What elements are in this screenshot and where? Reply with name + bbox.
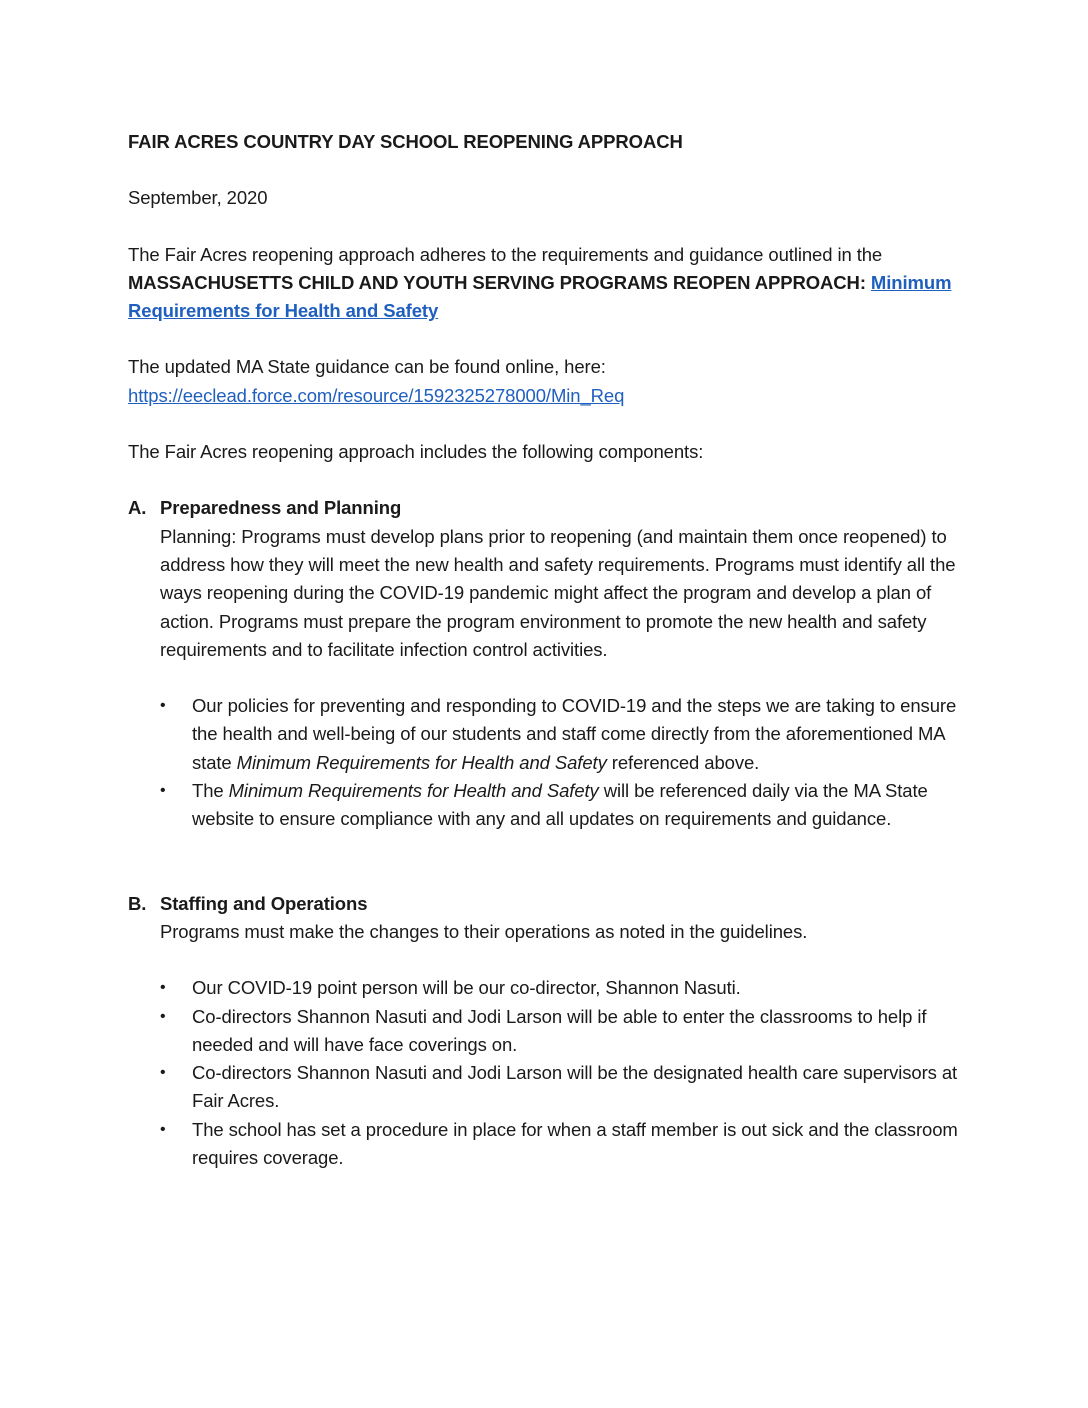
list-item xyxy=(160,1116,968,1173)
intro-bold-title: MASSACHUSETTS CHILD AND YOUTH SERVING PROGRAMS REOPEN APPROACH: xyxy=(128,271,866,293)
bullet-text: Our policies for preventing and responding to COVID-19 and the steps we are taking to ensure the health and well-being of our students and staff come directly from the aforementioned MA state xyxy=(192,695,957,773)
list-item xyxy=(160,1003,968,1060)
section-staffing xyxy=(128,890,968,1173)
components-intro: The Fair Acres reopening approach includes the following components: xyxy=(128,441,704,463)
bullet-text: Our COVID-19 point person will be our co-director, Shannon Nasuti. xyxy=(192,977,741,999)
guidance-url-link[interactable]: https://eeclead.force.com/resource/1592325278000/Min_Req xyxy=(128,384,625,406)
intro-paragraph xyxy=(128,241,968,326)
section-b-title: Staffing and Operations xyxy=(160,892,368,914)
section-preparedness xyxy=(128,494,968,833)
intro-text: The Fair Acres reopening approach adheres to the requirements and guidance outlined in the xyxy=(128,243,883,265)
bullet-emphasis: Minimum Requirements for Health and Safety xyxy=(236,751,607,773)
bullet-text: Co-directors Shannon Nasuti and Jodi Larson will be the designated health care supervisors at Fair Acres. xyxy=(192,1062,958,1112)
bullet-icon: • xyxy=(160,782,166,800)
bullet-text: referenced above. xyxy=(606,751,760,773)
section-a-letter: A. xyxy=(128,497,147,519)
section-a-bullet-list xyxy=(128,692,968,833)
bullet-icon: • xyxy=(160,1007,166,1025)
list-item xyxy=(160,974,968,1002)
bullet-text: will be referenced daily via the MA State website to ensure compliance with any and all updates on requirements and guidance. xyxy=(192,780,928,830)
document-page xyxy=(128,128,968,1172)
list-item xyxy=(160,777,968,834)
bullet-text: The school has set a procedure in place for when a staff member is out sick and the classroom requires coverage. xyxy=(192,1118,958,1169)
bullet-icon: • xyxy=(160,1120,166,1138)
section-b-bullet-list xyxy=(128,974,968,1172)
bullet-icon: • xyxy=(160,979,166,997)
document-date: September, 2020 xyxy=(128,187,268,209)
list-item xyxy=(160,1059,968,1116)
section-a-title: Preparedness and Planning xyxy=(160,497,402,519)
section-a-heading xyxy=(128,494,968,522)
section-a-body: Planning: Programs must develop plans prior to reopening (and maintain them once reopened) to address how they will meet the new health and safety requirements. Programs must identify all the ways reopening during the COVID-19 pandemic might affect the program and develop a plan of action. Programs must prepare the program environment to promote the new health and safety requirements and to facilitate infection control activities. xyxy=(160,525,956,660)
bullet-text: Co-directors Shannon Nasuti and Jodi Larson will be able to enter the classrooms to help if needed and will have face coverings on. xyxy=(192,1005,927,1055)
bullet-text: The xyxy=(192,780,229,802)
guidance-text: The updated MA State guidance can be found online, here: xyxy=(128,356,606,378)
section-b-letter: B. xyxy=(128,892,147,914)
bullet-icon: • xyxy=(160,697,166,715)
min-requirements-link[interactable]: Minimum Requirements for Health and Safety xyxy=(128,271,952,322)
section-b-heading xyxy=(128,890,968,918)
section-b-body: Programs must make the changes to their operations as noted in the guidelines. xyxy=(160,920,808,942)
document-title: FAIR ACRES COUNTRY DAY SCHOOL REOPENING APPROACH xyxy=(128,131,683,152)
bullet-icon: • xyxy=(160,1064,166,1082)
bullet-emphasis: Minimum Requirements for Health and Safety xyxy=(228,780,599,802)
list-item xyxy=(160,692,968,777)
guidance-paragraph xyxy=(128,353,968,410)
